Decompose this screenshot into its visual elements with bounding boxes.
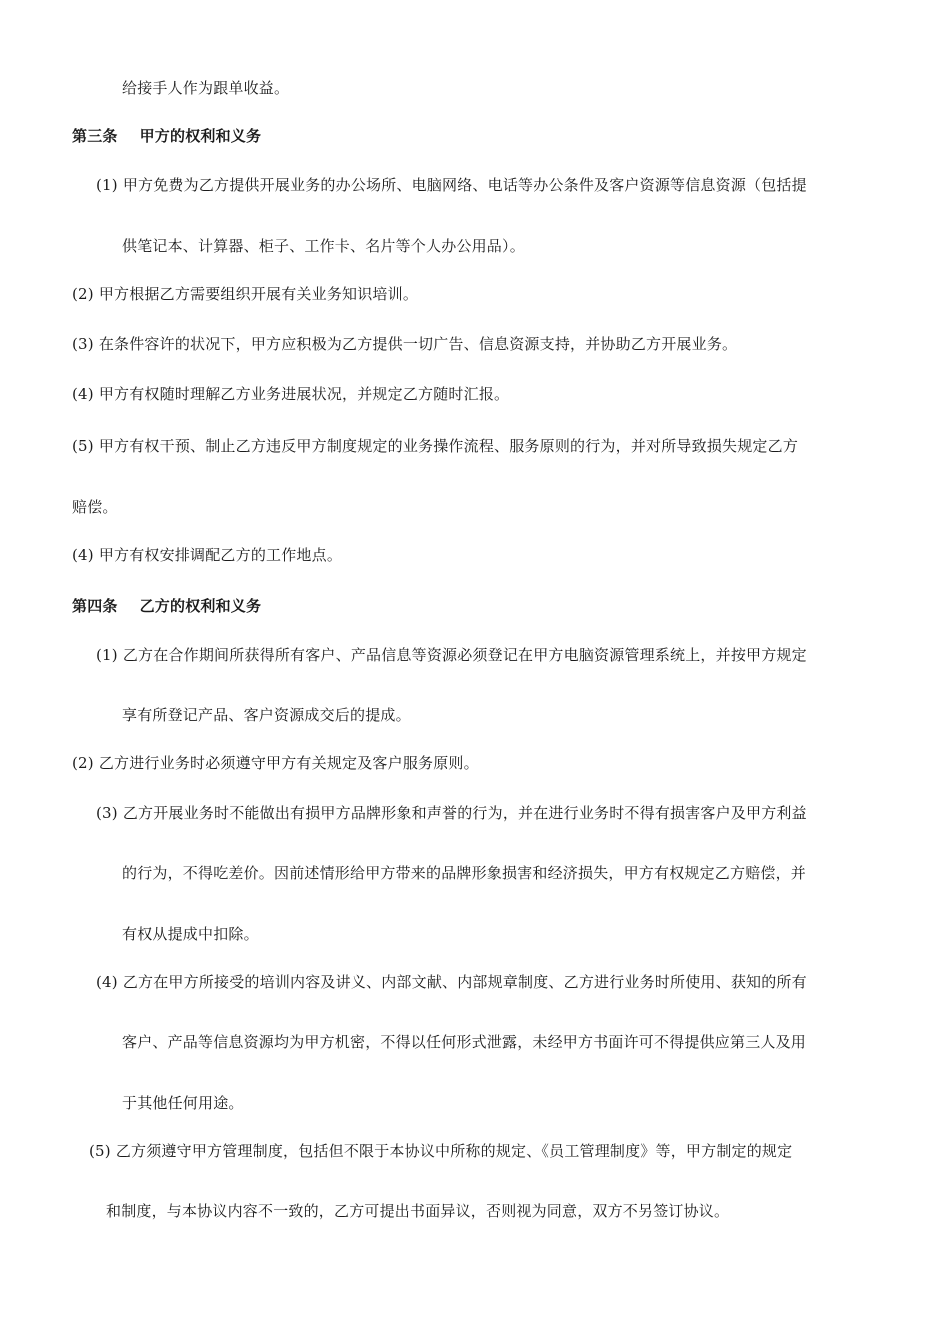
section-4-number: 第四条 — [72, 597, 118, 615]
section-4-item-2: (2) 乙方进行业务时必须遵守甲方有关规定及客户服务原则。 — [72, 754, 479, 772]
section-3-item-4: (4) 甲方有权随时理解乙方业务进展状况，并规定乙方随时汇报。 — [72, 385, 510, 403]
section-3-number: 第三条 — [72, 127, 118, 145]
intro-tail-line: 给接手人作为跟单收益。 — [122, 79, 290, 97]
section-4-item-3-line-3: 有权从提成中扣除。 — [122, 925, 259, 943]
section-3-item-1-line-2: 供笔记本、计算器、柜子、工作卡、名片等个人办公用品）。 — [122, 237, 525, 255]
section-3-item-1-line-1: (1) 甲方免费为乙方提供开展业务的办公场所、电脑网络、电话等办公条件及客户资源等信息资源（包括提 — [96, 176, 807, 194]
section-3-item-3: (3) 在条件容许的状况下，甲方应积极为乙方提供一切广告、信息资源支持，并协助乙方开展业务。 — [72, 335, 738, 353]
section-4-item-4-line-3: 于其他任何用途。 — [122, 1094, 244, 1112]
section-4-item-1-line-2: 享有所登记产品、客户资源成交后的提成。 — [122, 706, 411, 724]
section-4-heading — [72, 596, 261, 616]
section-4-item-4-line-2: 客户、产品等信息资源均为甲方机密，不得以任何形式泄露，未经甲方书面许可不得提供应第三人及用 — [122, 1033, 807, 1051]
section-3-item-5-line-2: 赔偿。 — [72, 498, 118, 516]
section-3-title: 甲方的权利和义务 — [139, 127, 262, 145]
section-4-title: 乙方的权利和义务 — [139, 597, 262, 615]
section-4-item-5-line-1: (5) 乙方须遵守甲方管理制度，包括但不限于本协议中所称的规定、《员工管理制度》等，甲方制定的规定 — [89, 1142, 793, 1160]
section-4-item-3-line-1: (3) 乙方开展业务时不能做出有损甲方品牌形象和声誉的行为，并在进行业务时不得有损害客户及甲方利益 — [96, 804, 807, 822]
section-4-item-3-line-2: 的行为，不得吃差价。因前述情形给甲方带来的品牌形象损害和经济损失，甲方有权规定乙方赔偿，并 — [122, 864, 807, 882]
section-3-item-5-line-1: (5) 甲方有权干预、制止乙方违反甲方制度规定的业务操作流程、服务原则的行为，并对所导致损失规定乙方 — [72, 437, 799, 455]
section-4-item-5-line-2: 和制度，与本协议内容不一致的，乙方可提出书面异议，否则视为同意，双方不另签订协议。 — [106, 1202, 730, 1220]
section-3-heading — [72, 126, 261, 146]
section-4-item-4-line-1: (4) 乙方在甲方所接受的培训内容及讲义、内部文献、内部规章制度、乙方进行业务时所使用、获知的所有 — [96, 973, 807, 991]
section-3-item-6: (4) 甲方有权安排调配乙方的工作地点。 — [72, 546, 343, 564]
section-3-item-2: (2) 甲方根据乙方需要组织开展有关业务知识培训。 — [72, 285, 419, 303]
section-4-item-1-line-1: (1) 乙方在合作期间所获得所有客户、产品信息等资源必须登记在甲方电脑资源管理系统上，并按甲方规定 — [96, 646, 807, 664]
